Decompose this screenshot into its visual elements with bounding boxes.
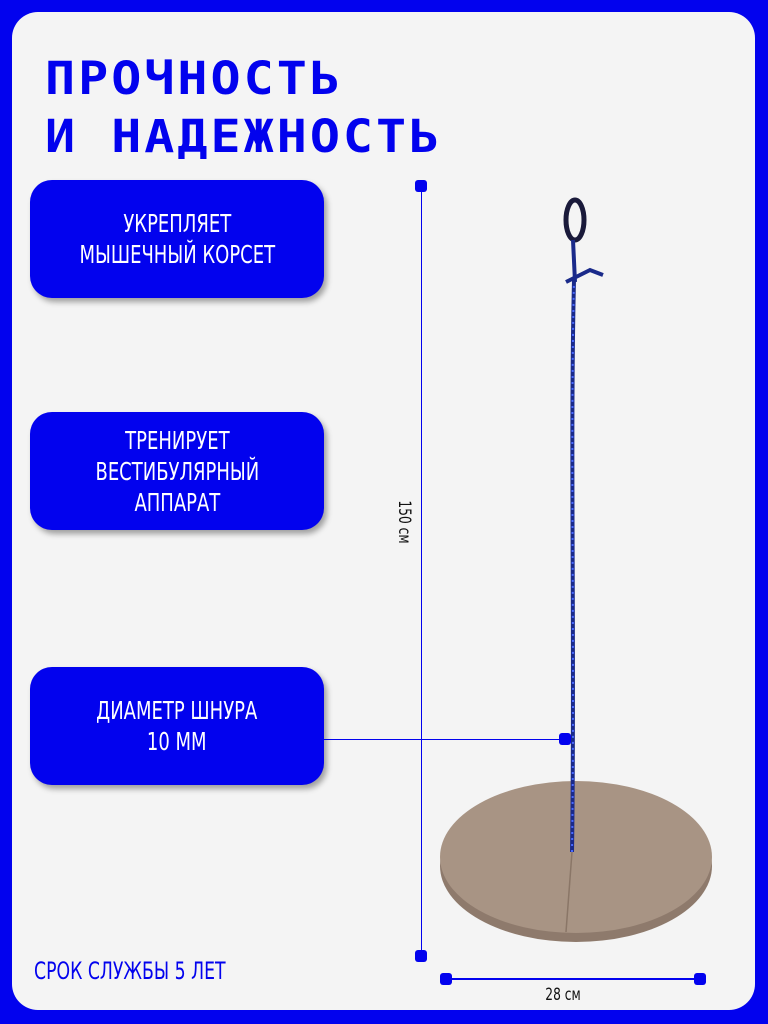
- rope-knot: [566, 240, 603, 282]
- cord-callout-line: [324, 739, 565, 740]
- width-label: 28 см: [545, 985, 581, 1005]
- service-life-text: СРОК СЛУЖБЫ 5 ЛЕТ: [34, 957, 226, 985]
- width-dimension-line: [446, 978, 700, 980]
- seat-disc: [440, 781, 712, 933]
- dimension-marker: [440, 973, 452, 985]
- dimension-marker: [415, 950, 427, 962]
- feature-label: ТРЕНИРУЕТ ВЕСТИБУЛЯРНЫЙ АППАРАТ: [95, 425, 259, 517]
- hanging-loop: [566, 200, 584, 240]
- feature-label: ДИАМЕТР ШНУРА 10 ММ: [96, 696, 258, 756]
- feature-label: УКРЕПЛЯЕТ МЫШЕЧНЫЙ КОРСЕТ: [79, 209, 275, 269]
- height-label: 150 см: [394, 500, 414, 544]
- dimension-marker: [694, 973, 706, 985]
- height-dimension-line: [421, 186, 422, 956]
- cord-callout-marker: [559, 733, 571, 745]
- title-line-2: И НАДЕЖНОСТЬ: [45, 110, 443, 163]
- dimension-marker: [415, 180, 427, 192]
- title-line-1: ПРОЧНОСТЬ: [45, 52, 343, 105]
